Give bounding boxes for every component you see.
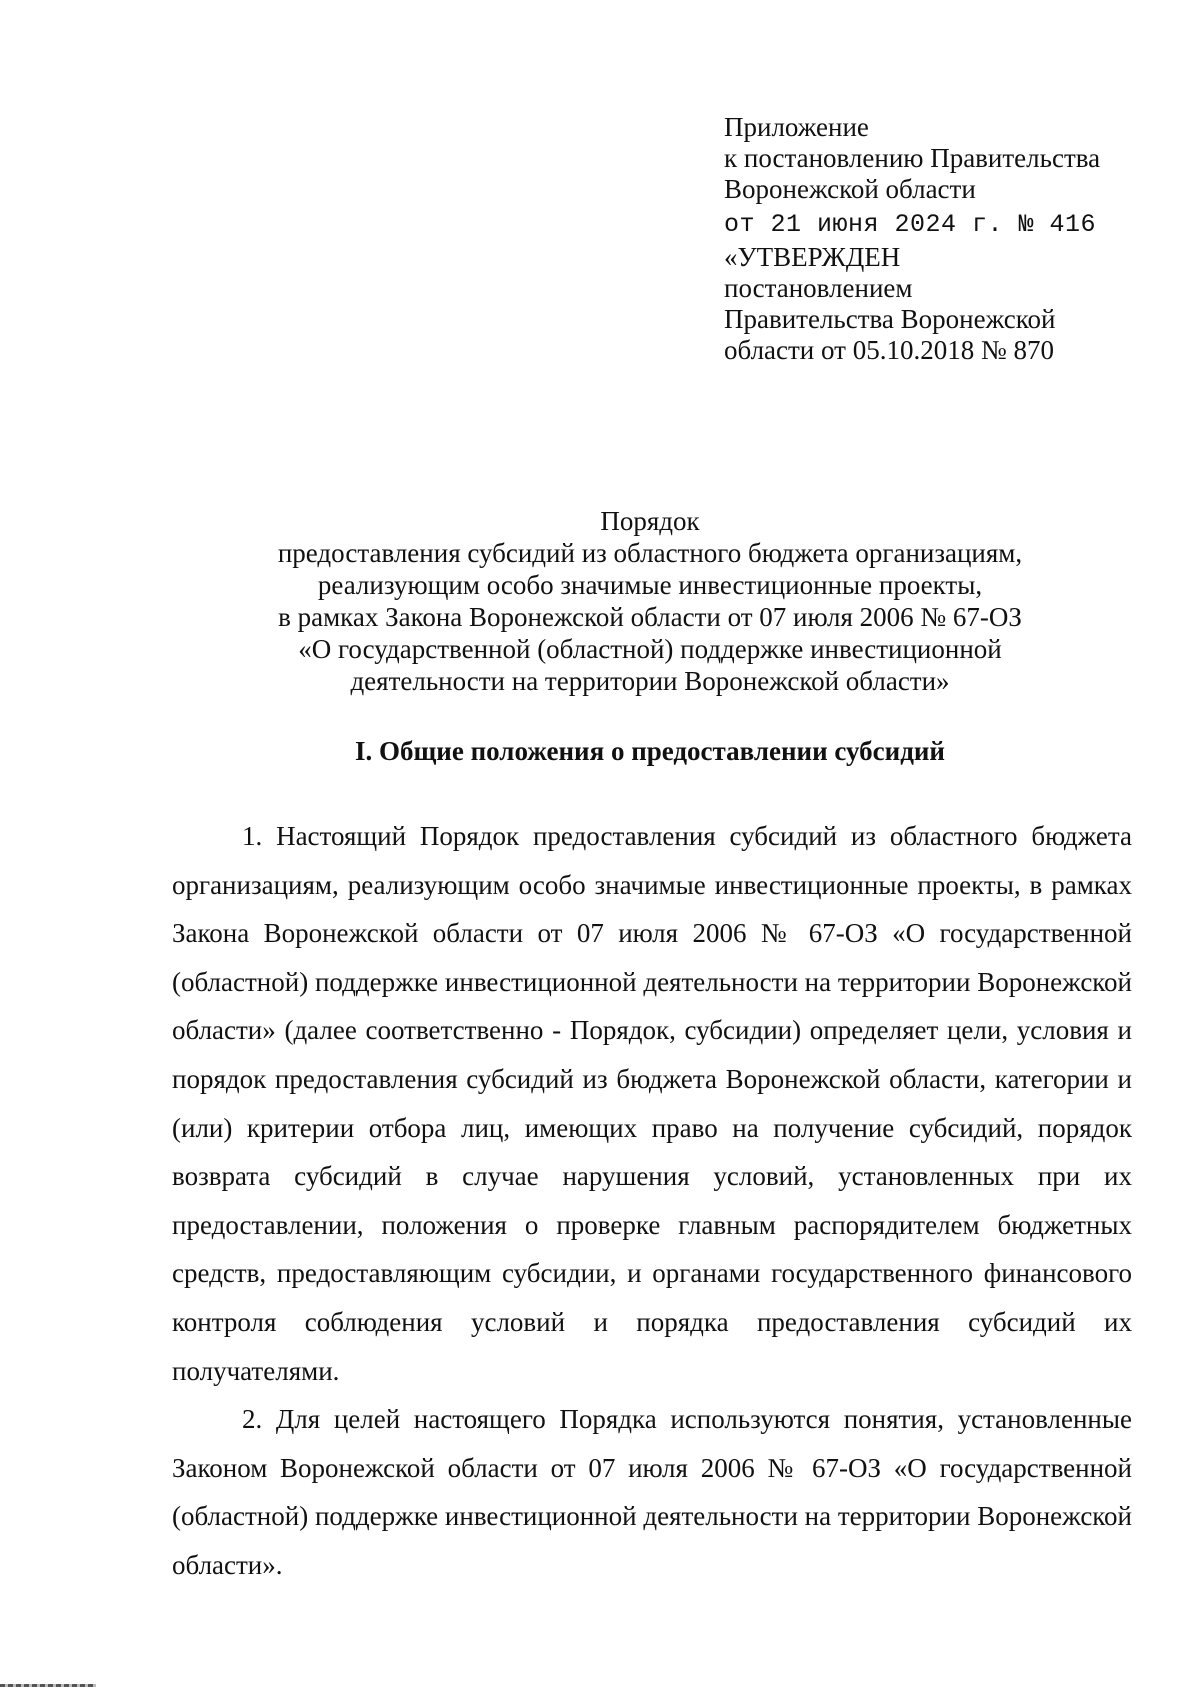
title-line: Порядок — [600, 506, 700, 536]
appendix-line: Правительства Воронежской — [724, 304, 1056, 334]
appendix-header — [724, 112, 1164, 366]
scan-edge-mark — [0, 1684, 96, 1687]
appendix-line: области от 05.10.2018 № 870 — [724, 335, 1054, 365]
title-line: в рамках Закона Воронежской области от 07 июля 2006 № 67-ОЗ — [278, 602, 1022, 632]
paragraph: 1. Настоящий Порядок предоставления субсидий из областного бюджета организациям, реализующим особо значимые инвестиционные проекты, в рамках Закона Воронежской области от 07 июля 2006 № 67-ОЗ «О государственной (областной) поддержке инвестиционной деятельности на территории Воронежской области» (далее соответственно - Порядок, субсидии) определяет цели, условия и порядок предоставления субсидий из бюджета Воронежской области, категории и (или) критерии отбора лиц, имеющих право на получение субсидий, порядок возврата субсидий в случае нарушения условий, установленных при их предоставлении, положения о проверке главным распорядителем бюджетных средств, предоставляющим субсидии, и органами государственного финансового контроля соблюдения условий и порядка предоставления субсидий их получателями. — [172, 821, 1132, 1386]
document-title — [240, 505, 1060, 697]
title-line: «О государственной (областной) поддержке инвестиционной — [298, 634, 1002, 664]
appendix-line: Приложение — [724, 112, 869, 142]
section-heading: I. Общие положения о предоставлении субсидий — [355, 736, 945, 766]
paragraph: 2. Для целей настоящего Порядка используются понятия, установленные Законом Воронежской области от 07 июля 2006 № 67-ОЗ «О государственной (областной) поддержке инвестиционной деятельности на территории Воронежской области». — [172, 1404, 1132, 1580]
appendix-line: Воронежской области — [724, 174, 976, 204]
title-line: реализующим особо значимые инвестиционные проекты, — [317, 570, 983, 600]
document-body — [172, 812, 1132, 1590]
appendix-line: постановлением — [724, 273, 913, 303]
appendix-line: «УТВЕРЖДЕН — [724, 242, 901, 272]
appendix-stamp-date: от 21 июня 2024 г. № 416 — [724, 210, 1097, 239]
title-line: предоставления субсидий из областного бюджета организациям, — [277, 538, 1023, 568]
title-line: деятельности на территории Воронежской области» — [350, 666, 950, 696]
appendix-line: к постановлению Правительства — [724, 143, 1101, 173]
